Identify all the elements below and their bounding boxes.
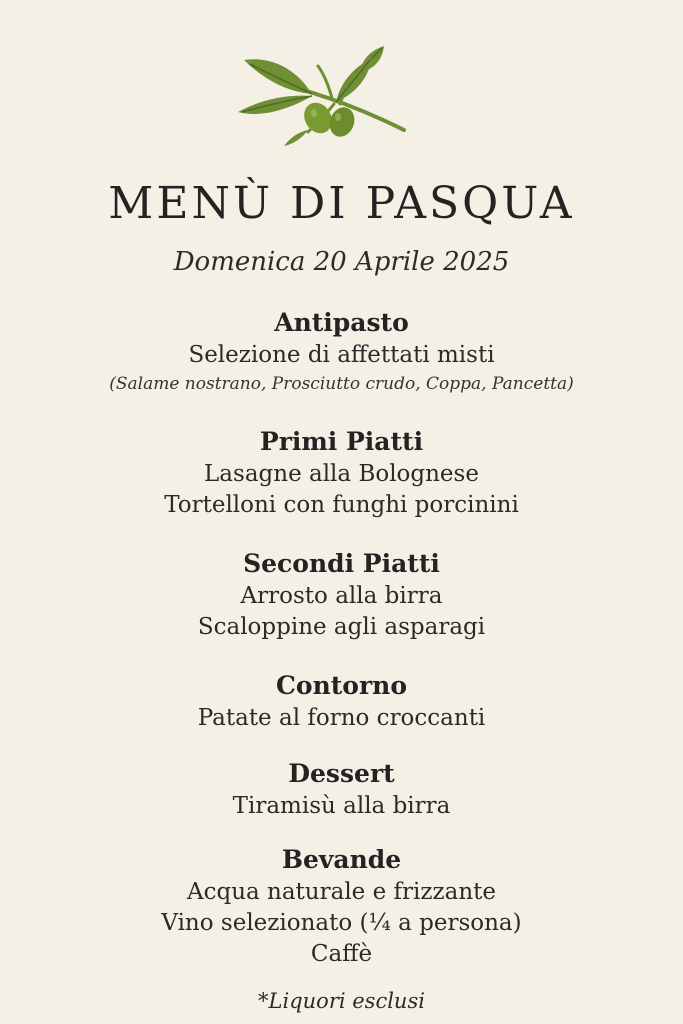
section-title: Secondi Piatti [243,549,440,578]
section-secondi-piatti [0,547,683,643]
section-title: Antipasto [274,308,409,337]
section-dessert [0,757,683,822]
menu-item: Lasagne alla Bolognese [204,461,479,487]
menu-date: Domenica 20 Aprile 2025 [173,247,510,277]
menu-item-note: (Salame nostrano, Prosciutto crudo, Coppa, Pancetta) [109,374,574,394]
page-title: MENÙ DI PASQUA [108,178,575,229]
menu-item: Arrosto alla birra [240,583,443,609]
menu-item: Tiramisù alla birra [232,793,451,819]
section-title: Dessert [288,759,395,788]
menu-item: Tortelloni con funghi porcinini [164,492,519,518]
olive-branch-icon [232,44,412,152]
section-title: Primi Piatti [259,427,424,456]
section-title: Contorno [276,671,407,700]
section-antipasto [0,306,683,397]
section-contorno [0,669,683,734]
footnote: *Liquori esclusi [258,989,425,1013]
menu-item: Vino selezionato (¼ a persona) [161,910,522,936]
menu-item: Acqua naturale e frizzante [186,879,497,905]
menu-item: Selezione di affettati misti [188,342,495,368]
section-bevande [0,843,683,970]
menu-item: Caffè [310,941,373,967]
section-title: Bevande [281,845,402,874]
section-primi-piatti [0,425,683,521]
menu-item: Scaloppine agli asparagi [197,614,486,640]
menu-item: Patate al forno croccanti [197,705,486,731]
